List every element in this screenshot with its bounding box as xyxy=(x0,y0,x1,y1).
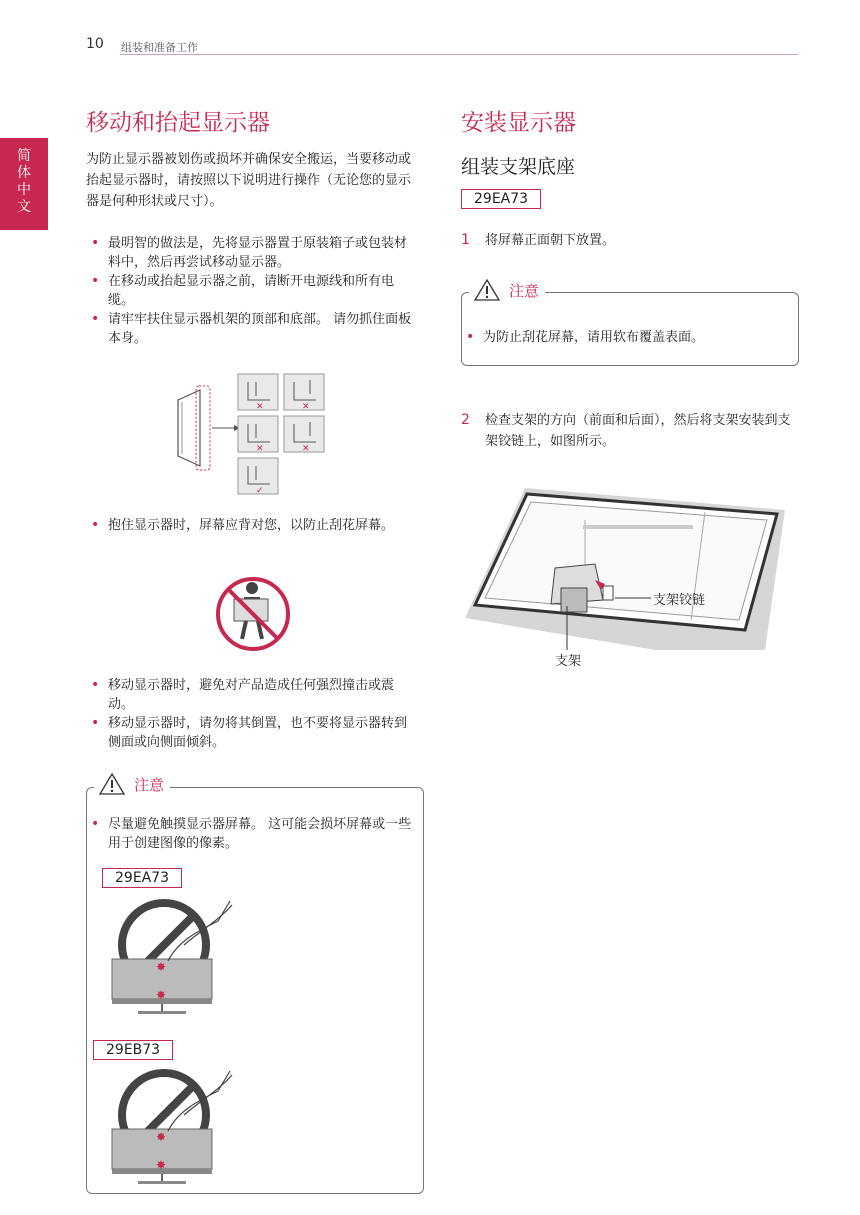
svg-text:✸: ✸ xyxy=(156,1130,167,1144)
stand-assembly-diagram xyxy=(455,480,800,680)
warning-triangle-icon xyxy=(98,772,126,796)
section-title-moving: 移动和抬起显示器 xyxy=(86,110,270,136)
step-2-text: 检查支架的方向（前面和后面），然后将支架安装到支架铰链上，如图所示。 xyxy=(485,413,791,449)
grip-illustration xyxy=(160,370,340,500)
model-label-29eb73: 29EB73 xyxy=(93,1040,173,1060)
step-1-number: 1 xyxy=(461,232,470,248)
no-carry-facing-icon xyxy=(214,575,292,653)
svg-text:✕: ✕ xyxy=(302,444,310,454)
moving-bullets-3 xyxy=(86,676,416,752)
list-item: • 请牢牢扶住显示器机架的顶部和底部。 请勿抓住面板本身。 xyxy=(86,310,416,348)
step-2-number: 2 xyxy=(461,412,470,428)
intro-paragraph: 为防止显示器被划伤或损坏并确保安全搬运，当要移动或抬起显示器时，请按照以下说明进行操作（无论您的显示器是何种形状或尺寸）。 xyxy=(86,152,412,209)
caution-header-right xyxy=(469,278,545,302)
svg-text:✸: ✸ xyxy=(156,1158,167,1172)
svg-text:✸: ✸ xyxy=(156,960,167,974)
list-item: • 尽量避免触摸显示器屏幕。 这可能会损坏屏幕或一些用于创建图像的像素。 xyxy=(86,815,412,853)
list-item: • 为防止刮花屏幕，请用软布覆盖表面。 xyxy=(461,328,787,347)
svg-text:✕: ✕ xyxy=(256,444,264,454)
page-number: 10 xyxy=(86,36,104,52)
caution-bullets-left xyxy=(86,815,412,853)
no-touch-illustration-29eb73 xyxy=(108,1065,238,1187)
monitor-side-view xyxy=(178,386,210,470)
model-label-29ea73: 29EA73 xyxy=(102,868,182,888)
svg-text:✕: ✕ xyxy=(302,402,310,412)
section-title-install: 安装显示器 xyxy=(461,110,576,136)
svg-text:✸: ✸ xyxy=(156,988,167,1002)
list-item: • 最明智的做法是，先将显示器置于原装箱子或包装材料中，然后再尝试移动显示器。 xyxy=(86,234,416,272)
stand-label: 支架 xyxy=(555,654,582,669)
moving-bullets-2 xyxy=(86,516,416,535)
no-touch-illustration-29ea73 xyxy=(108,895,238,1017)
language-side-tab xyxy=(0,138,48,230)
list-item: • 移动显示器时，避免对产品造成任何强烈撞击或震动。 xyxy=(86,676,416,714)
list-item: • 抱住显示器时，屏幕应背对您，以防止刮花屏幕。 xyxy=(86,516,416,535)
stand-hinge xyxy=(603,586,613,600)
caution-bullets-right xyxy=(461,328,787,347)
subsection-title-stand: 组装支架底座 xyxy=(461,156,576,178)
hinge-label: 支架铰链 xyxy=(653,593,706,608)
caution-header-left xyxy=(94,772,170,796)
list-item: • 在移动或抬起显示器之前，请断开电源线和所有电缆。 xyxy=(86,272,416,310)
svg-text:✕: ✕ xyxy=(256,402,264,412)
grip-panels xyxy=(238,374,324,496)
caution-label: 注意 xyxy=(134,775,165,794)
warning-triangle-icon xyxy=(473,278,501,302)
header-rule xyxy=(120,54,798,55)
caution-label: 注意 xyxy=(509,281,540,300)
chapter-title: 组装和准备工作 xyxy=(121,41,198,54)
model-label-right: 29EA73 xyxy=(461,189,541,209)
step-1-text: 将屏幕正面朝下放置。 xyxy=(485,233,616,248)
svg-text:✓: ✓ xyxy=(256,486,264,496)
language-label: 简体中文 xyxy=(17,148,31,215)
list-item: • 移动显示器时，请勿将其倒置，也不要将显示器转到侧面或向侧面倾斜。 xyxy=(86,714,416,752)
moving-bullets-1 xyxy=(86,234,416,348)
